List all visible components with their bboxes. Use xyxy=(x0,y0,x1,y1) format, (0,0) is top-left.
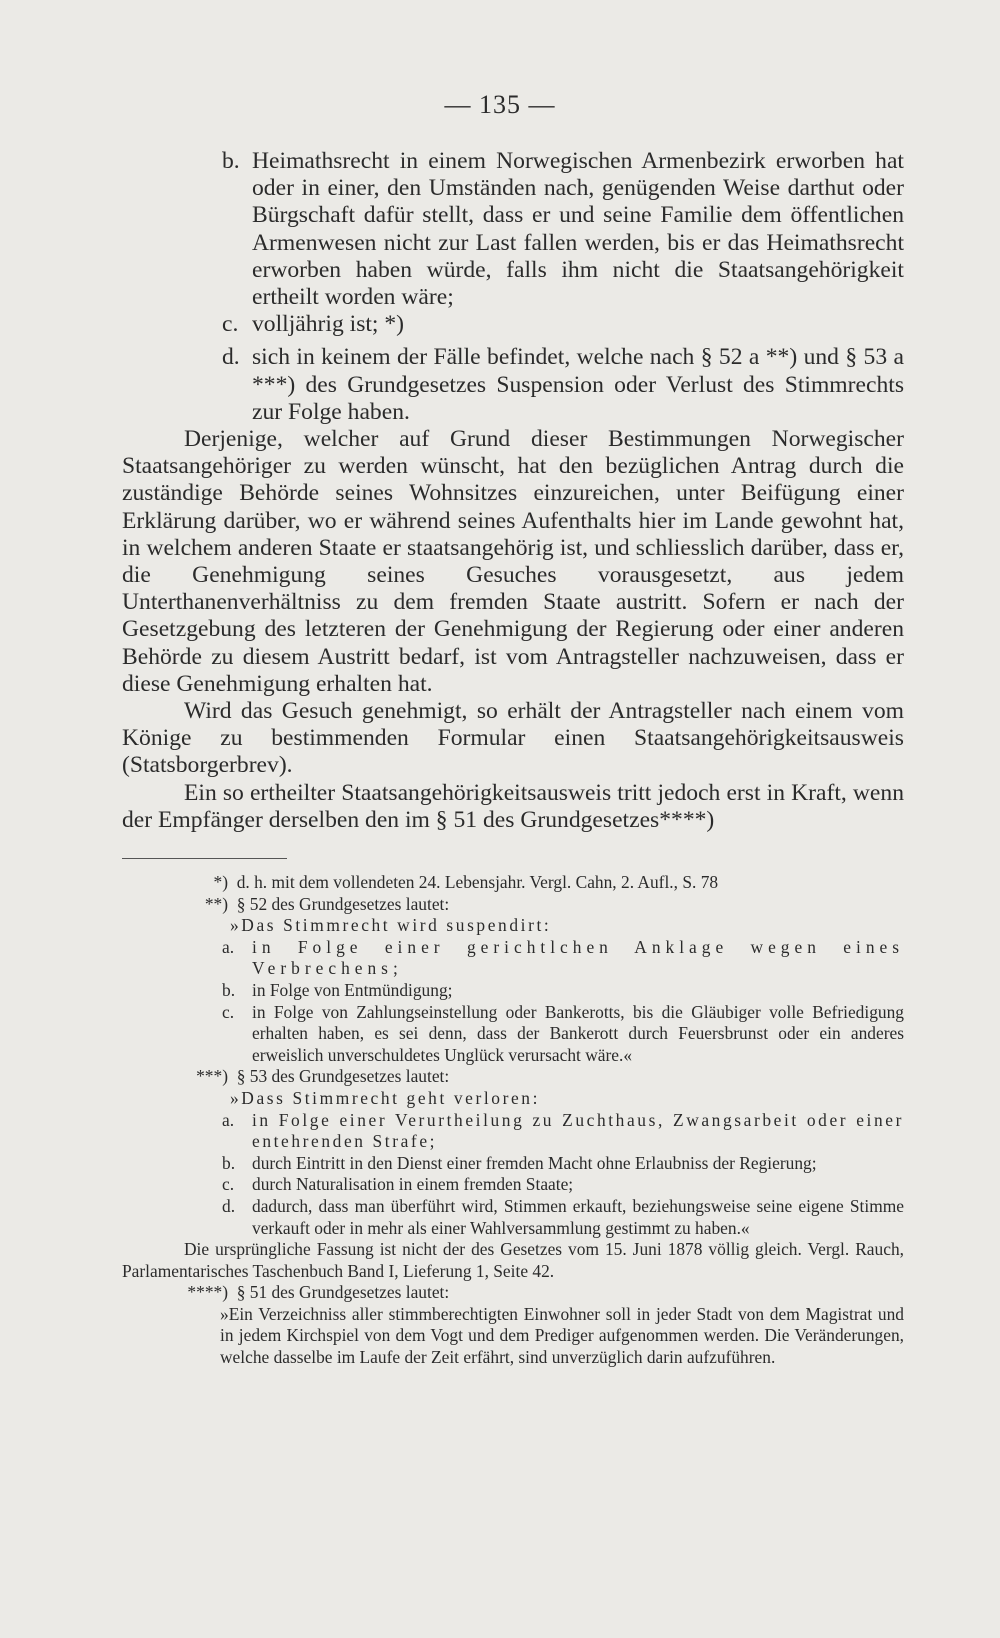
list-marker-c: c. xyxy=(222,311,239,338)
footnote-3-item-b-marker: b. xyxy=(222,1152,236,1173)
footnote-3-item-c-marker: c. xyxy=(222,1174,235,1195)
footnote-rule xyxy=(122,858,287,859)
footnote-4-intro: § 51 des Grundgesetzes lautet: xyxy=(236,1282,450,1303)
footnote-2-item-a-marker: a. xyxy=(222,936,235,957)
list-text-b: Heimathsrecht in einem Norwegischen Armenbezirk erworben hat oder in einer, den Umständen nach, genügenden Weise darthut oder Bürgschaft dafür stellt, dass er und seine Familie dem öffentlichen Armenwesen nicht zur Last fallen werden, bis er das Heimathsrecht erworben haben würde, falls ihm nicht die Staatsangehörigkeit ertheilt worden wäre; xyxy=(252,148,904,311)
footnote-2-item-c xyxy=(122,1002,904,1067)
footnote-4-quote: »Ein Verzeichniss aller stimmberechtigten Einwohner soll in jeder Stadt von dem Magistrat und in jedem Kirchspiel von dem Vogt und dem Prediger aufgenommen werden. Die Veränderungen, welche dasselbe im Laufe der Zeit erfährt, sind unverzüglich darin aufzuführen. xyxy=(220,1303,904,1368)
footnote-4 xyxy=(122,1282,904,1368)
page-number: — 135 — xyxy=(444,90,556,119)
footnote-3 xyxy=(122,1066,904,1282)
footnote-2-quote: »Das Stimmrecht wird suspendirt: xyxy=(230,915,552,936)
list-text-d: sich in keinem der Fälle befindet, welche nach § 52 a **) und § 53 a ***) des Grundgesetzes Suspension oder Verlust des Stimmrechts zur Folge haben. xyxy=(252,344,904,425)
footnote-2-item-b-text: in Folge von Entmündigung; xyxy=(252,979,453,1000)
footnote-3-item-c-text: durch Naturalisation in einem fremden Staate; xyxy=(252,1174,574,1195)
footnote-3-remark: Die ursprüngliche Fassung ist nicht der des Gesetzes vom 15. Juni 1878 völlig gleich. Vergl. Rauch, Parlamentarisches Taschenbuch Band I, Lieferung 1, Seite 42. xyxy=(122,1239,904,1281)
footnote-2-item-a xyxy=(122,937,904,980)
list-item-b xyxy=(122,148,904,311)
paragraph-effect: Ein so ertheilter Staatsangehörigkeitsausweis tritt jedoch erst in Kraft, wenn der Empfänger derselben den im § 51 des Grundgesetzes****) xyxy=(122,779,904,833)
list-text-c: volljährig ist; *) xyxy=(252,311,405,338)
list-item-d xyxy=(122,344,904,426)
paragraph-application: Derjenige, welcher auf Grund dieser Bestimmungen Norwegischer Staatsangehöriger zu werden wünscht, hat den bezüglichen Antrag durch die zuständige Behörde seines Wohnsitzes einzureichen, unter Beifügung einer Erklärung darüber, wo er während seines Aufenthalts hier im Lande gewohnt hat, in welchem anderen Staate er staatsangehörig ist, und schliesslich darüber, dass er, die Genehmigung seines Gesuches vorausgesetzt, aus jedem Unterthanenverhältniss zu dem fremden Staate austritt. Sofern er nach der Gesetzgebung des letzteren der Genehmigung der Regierung oder einer anderen Behörde zu diesem Austritt bedarf, ist vom Antragsteller nachzuweisen, dass er diese Genehmigung erhalten hat. xyxy=(122,426,904,697)
footnote-3-item-d-text: dadurch, dass man überführt wird, Stimmen erkauft, beziehungsweise seine eigene Stimme verkauft oder in mehr als einer Wahlversammlung gestimmt zu haben.« xyxy=(252,1195,904,1238)
footnote-3-item-a-text: in Folge einer Verurtheilung zu Zuchthaus, Zwangsarbeit oder einer entehrenden Strafe; xyxy=(252,1109,904,1152)
footnote-3-item-b xyxy=(122,1153,904,1175)
footnote-3-item-a xyxy=(122,1110,904,1153)
footnote-2-item-c-marker: c. xyxy=(222,1001,235,1022)
footnote-4-marker: ****) xyxy=(187,1282,228,1303)
list-marker-d: d. xyxy=(222,344,240,371)
footnote-2-marker: **) xyxy=(204,893,228,914)
footnote-2-item-b-marker: b. xyxy=(222,979,236,1000)
footnote-2-intro: § 52 des Grundgesetzes lautet: xyxy=(236,893,450,914)
footnote-2-item-a-text: in Folge einer gerichtlchen Anklage wegen eines Verbrechens; xyxy=(252,936,904,979)
footnote-3-quote: »Dass Stimmrecht geht verloren: xyxy=(230,1087,541,1108)
footnote-2-item-c-text: in Folge von Zahlungseinstellung oder Bankerotts, bis die Gläubiger volle Befriedigung erhalten haben, es sei denn, dass der Bankerott durch Feuersbrunst oder ein anderes erweislich unverschuldetes Unglück verursacht wäre.« xyxy=(252,1001,904,1065)
footnote-3-item-c xyxy=(122,1174,904,1196)
footnote-3-item-d xyxy=(122,1196,904,1239)
footnote-1-marker: *) xyxy=(213,872,228,892)
list-item-c xyxy=(122,311,904,338)
footnote-2 xyxy=(122,894,904,1067)
footnote-2-item-b xyxy=(122,980,904,1002)
footnote-3-intro: § 53 des Grundgesetzes lautet: xyxy=(236,1066,450,1087)
footnote-1 xyxy=(122,872,904,894)
footnotes xyxy=(122,872,904,1369)
footnote-3-item-b-text: durch Eintritt in den Dienst einer fremden Macht ohne Erlaubniss der Regierung; xyxy=(252,1152,817,1173)
list-marker-b: b. xyxy=(222,148,240,174)
footnote-1-text: d. h. mit dem vollendeten 24. Lebensjahr. Vergl. Cahn, 2. Aufl., S. 78 xyxy=(236,872,719,892)
footnote-3-item-d-marker: d. xyxy=(222,1195,236,1216)
footnote-3-marker: ***) xyxy=(196,1066,228,1087)
footnote-3-item-a-marker: a. xyxy=(222,1109,235,1130)
main-text xyxy=(122,148,904,834)
paragraph-approval: Wird das Gesuch genehmigt, so erhält der Antragsteller nach einem vom Könige zu bestimmenden Formular einen Staatsangehörigkeitsausweis (Statsborgerbrev). xyxy=(122,698,904,779)
